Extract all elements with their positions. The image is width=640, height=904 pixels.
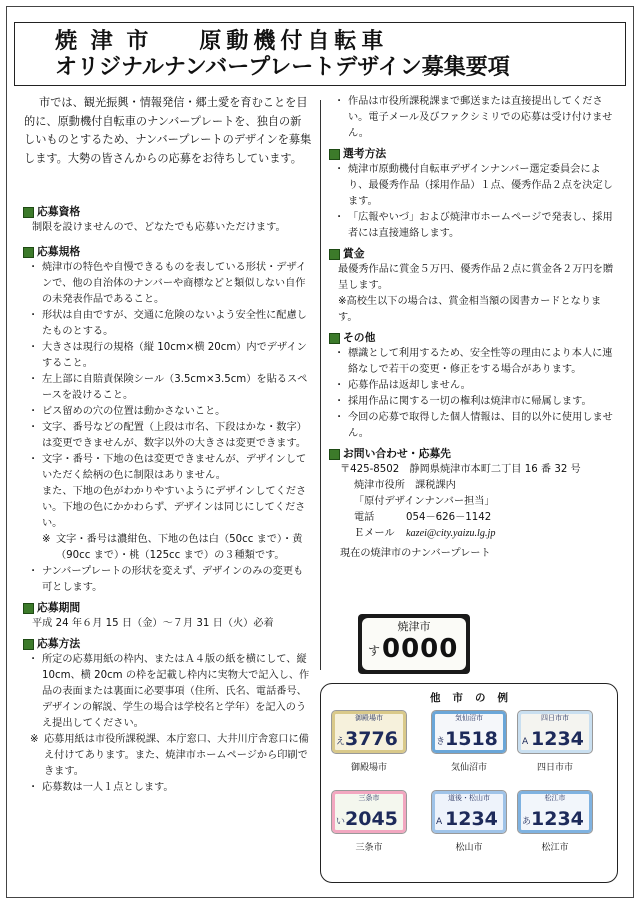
other-city-plate-city: 三条市	[358, 794, 380, 802]
other-item: ・ 今回の応募で取得した個人情報は、目的以外に使用しません。	[328, 410, 618, 442]
rules-item: ・ ナンバープレートの形状を変えず、デザインのみの変更も可とします。	[22, 564, 312, 596]
contact-desk: 「原付デザインナンバー担当」	[354, 496, 495, 507]
section-prize-heading: 賞金	[328, 246, 618, 262]
other-city-plate-kana: え	[336, 737, 346, 747]
contact-block	[328, 462, 618, 542]
current-plate-image	[358, 614, 470, 674]
contact-email-label: Ｅメール	[354, 528, 395, 539]
other-city-plate-city: 松江市	[544, 794, 566, 802]
method-item: ・ 所定の応募用紙の枠内、またはＡ４版の紙を横にして、縦 10cm、横 20cm の枠を記載し枠内に実物大で記入し、作品の表面または裏面に必要事項（住所、氏名、電話番号、デザインの解説、学生の場合は学校名と学年）を記入のうえ提出してください。	[22, 652, 312, 732]
contact-tel-row	[340, 510, 618, 526]
current-plate-city: 焼津市	[397, 620, 431, 633]
intro-paragraph: 市では、観光振興・情報発信・郷土愛を育むことを目的に、原動機付自転車のナンバープレートを、独自の新しいものとするため、ナンバープレートのデザインを募集します。大勢の皆さんからの応募をお待ちしています。	[24, 96, 312, 165]
method-item: ・ 作品は市役所課税課まで郵送または直接提出してください。電子メール及びファクシミリでの応募は受け付けません。	[328, 94, 618, 142]
prize-note: ※高校生以下の場合は、賞金相当額の図書カードとなります。	[338, 296, 602, 323]
current-plate-number: 0000	[382, 634, 459, 664]
title-line-2: オリジナルナンバープレートデザイン募集要項	[55, 55, 510, 80]
other-city-plate-city: 四日市市	[541, 714, 569, 722]
contact-email-row	[340, 526, 618, 542]
method-note	[22, 732, 312, 780]
other-cities-title: 他市の例	[430, 692, 520, 704]
other-item: ・ 標識として利用するため、安全性等の理由により本人に連絡なしで若干の変更・修正をする場合があります。	[328, 346, 618, 378]
section-other-heading: その他	[328, 330, 618, 346]
other-city-name: 松山市	[455, 843, 483, 853]
current-plate-kana: す	[368, 644, 381, 658]
left-column	[22, 94, 312, 796]
section-contact-heading: お問い合わせ・応募先	[328, 446, 618, 462]
other-city-plate-city: 道後・松山市	[448, 794, 490, 802]
rules-item: ・ 形状は自由ですが、交通に危険のないよう安全性に配慮したものとする。	[22, 308, 312, 340]
other-city-plate-kana: い	[336, 817, 346, 827]
other-city-plate	[517, 710, 593, 754]
other-city-plate	[431, 710, 507, 754]
other-city-plate-number: 1518	[445, 728, 498, 750]
other-city-name: 三条市	[355, 843, 383, 853]
eligibility-text: 制限を設けませんので、どなたでも応募いただけます。	[32, 222, 286, 233]
rules-item: ・ 左上部に自賠責保険シール（3.5cm×3.5cm）を貼るスペースを設けること。	[22, 372, 312, 404]
current-plate-face	[362, 618, 466, 670]
rules-note-mark: ※	[42, 534, 51, 545]
rules-note	[22, 532, 312, 564]
rules-continuation: また、下地の色がわかりやすいようにデザインしてください。下地の色にかかわらず、デザインは同じにしてください。	[42, 486, 307, 529]
selection-item: ・ 焼津市原動機付自転車デザインナンバー選定委員会により、最優秀作品（採用作品）１点、優秀作品２点を決定します。	[328, 162, 618, 210]
other-item: ・ 採用作品に関する一切の権利は焼津市に帰属します。	[328, 394, 618, 410]
rules-item: ・ 文字、番号などの配置（上段は市名、下段はかな・数字）は変更できませんが、数字以外の大きさは変更できます。	[22, 420, 312, 452]
title-city: 焼 津 市	[55, 29, 152, 54]
section-period-heading: 応募期間	[22, 600, 312, 616]
section-rules-heading: 応募規格	[22, 244, 312, 260]
other-city-plate-city: 御殿場市	[355, 714, 383, 722]
other-city-plate	[431, 790, 507, 834]
contact-office: 焼津市役所 課税課内	[354, 480, 456, 491]
rules-item: ・ 大きさは現行の規格（縦 10cm×横 20cm）内でデザインすること。	[22, 340, 312, 372]
title-box	[14, 22, 626, 86]
other-cities-box	[320, 683, 618, 883]
selection-item: ・ 「広報やいづ」および焼津市ホームページで発表し、採用者には直接連絡します。	[328, 210, 618, 242]
current-plate-caption: 現在の焼津市のナンバープレート	[340, 548, 491, 559]
right-column	[328, 94, 618, 562]
period-text: 平成 24 年６月 15 日（金）～７月 31 日（火）必着	[32, 618, 274, 629]
rules-item: ・ 文字・番号・下地の色は変更できませんが、デザインしていただく絵柄の色に制限はありません。	[22, 452, 312, 484]
contact-email[interactable]: kazei@city.yaizu.lg.jp	[406, 528, 496, 539]
other-city-name: 御殿場市	[350, 763, 387, 773]
rules-item: ・ ビス留めの穴の位置は動かさないこと。	[22, 404, 312, 420]
section-selection-heading: 選考方法	[328, 146, 618, 162]
other-city-plate-kana: き	[436, 737, 446, 747]
section-method-heading: 応募方法	[22, 636, 312, 652]
rules-note-text: 文字・番号は濃紺色、下地の色は白（50cc まで）・黄（90cc まで）・桃（125cc まで）の３種類です。	[56, 534, 303, 561]
other-city-name: 四日市市	[536, 763, 573, 773]
column-divider	[320, 100, 321, 670]
other-city-plate-kana: A	[436, 817, 443, 827]
other-city-plate-number: 1234	[531, 728, 584, 750]
section-eligibility-heading: 応募資格	[22, 204, 312, 220]
other-city-plate-number: 1234	[531, 808, 584, 830]
method-note-text: 応募用紙は市役所課税課、本庁窓口、大井川庁舎窓口に備え付けてあります。また、焼津市ホームページから印刷できます。	[44, 734, 309, 777]
other-item: ・ 応募作品は返却しません。	[328, 378, 618, 394]
other-city-plate	[331, 790, 407, 834]
rules-item: ・ 焼津市の特色や自慢できるものを表している形状・デザインで、他の自治体のナンバーや商標などと類似しない自作の未発表作品であること。	[22, 260, 312, 308]
other-city-plate	[517, 790, 593, 834]
contact-address: 〒425-8502 静岡県焼津市本町二丁目 16 番 32 号	[340, 464, 581, 475]
other-city-plate-number: 1234	[445, 808, 498, 830]
other-city-plate	[331, 710, 407, 754]
method-item: ・ 応募数は一人１点とします。	[22, 780, 312, 796]
prize-text: 最優秀作品に賞金５万円、優秀作品２点に賞金各２万円を贈呈します。	[338, 264, 614, 291]
other-city-name: 気仙沼市	[450, 763, 487, 773]
method-note-mark: ※	[30, 734, 39, 745]
other-city-plate-kana: A	[522, 737, 529, 747]
other-city-plate-number: 2045	[345, 808, 398, 830]
other-city-name: 松江市	[541, 843, 569, 853]
contact-tel: 054－626－1142	[406, 512, 492, 523]
title-vehicle: 原動機付自転車	[199, 29, 389, 54]
other-city-plate-city: 気仙沼市	[455, 714, 483, 722]
title-line-1	[55, 29, 388, 55]
contact-tel-label: 電話	[354, 512, 375, 523]
other-city-plate-kana: あ	[522, 817, 532, 827]
other-city-plate-number: 3776	[345, 728, 398, 750]
